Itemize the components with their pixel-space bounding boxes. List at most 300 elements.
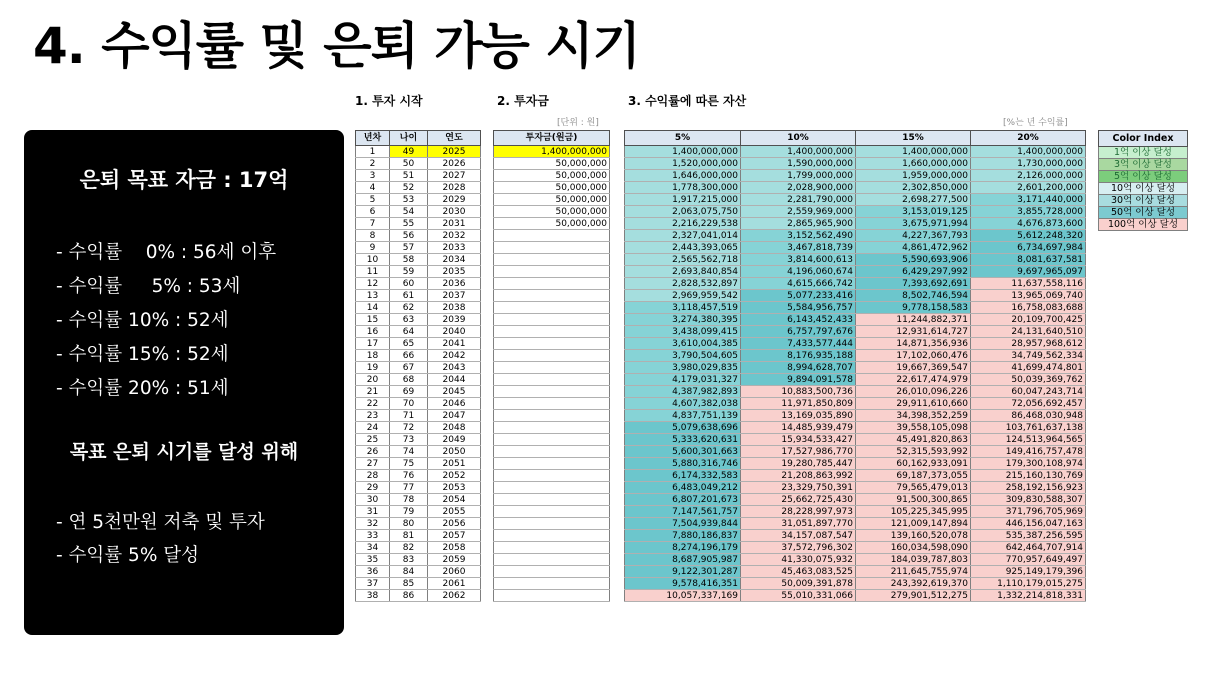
cell-year-index: 3 [356, 170, 390, 182]
cell-asset-value: 10,883,500,736 [741, 386, 856, 398]
cell-age: 62 [390, 302, 428, 314]
table-row [625, 230, 1086, 242]
col-rate-20: 20% [971, 131, 1086, 146]
cell-year-index: 29 [356, 482, 390, 494]
cell-age: 57 [390, 242, 428, 254]
cell-year: 2060 [428, 566, 481, 578]
table-row [356, 362, 481, 374]
section-amount-label: 2. 투자금 [497, 94, 549, 108]
table-row [356, 518, 481, 530]
cell-asset-value: 3,152,562,490 [741, 230, 856, 242]
cell-year: 2045 [428, 386, 481, 398]
cell-age: 86 [390, 590, 428, 602]
cell-asset-value: 2,216,229,538 [625, 218, 741, 230]
cell-asset-value: 50,009,391,878 [741, 578, 856, 590]
table-row [625, 170, 1086, 182]
cell-asset-value: 11,637,558,116 [971, 278, 1086, 290]
cell-principal [494, 314, 610, 326]
table-row [356, 506, 481, 518]
table-row [494, 446, 610, 458]
cell-asset-value: 20,109,700,425 [971, 314, 1086, 326]
cell-age: 69 [390, 386, 428, 398]
cell-year: 2058 [428, 542, 481, 554]
cell-asset-value: 3,980,029,835 [625, 362, 741, 374]
cell-asset-value: 6,143,452,433 [741, 314, 856, 326]
cell-year: 2062 [428, 590, 481, 602]
cell-asset-value: 1,400,000,000 [741, 146, 856, 158]
table-row [625, 398, 1086, 410]
cell-principal [494, 266, 610, 278]
cell-age: 81 [390, 530, 428, 542]
cell-asset-value: 160,034,598,090 [856, 542, 971, 554]
table-row [356, 350, 481, 362]
table-row [625, 482, 1086, 494]
cell-asset-value: 5,600,301,663 [625, 446, 741, 458]
cell-principal [494, 518, 610, 530]
cell-asset-value: 5,612,248,320 [971, 230, 1086, 242]
start-table [355, 130, 481, 602]
table-row [494, 266, 610, 278]
table-row [494, 482, 610, 494]
cell-year-index: 18 [356, 350, 390, 362]
cell-year: 2035 [428, 266, 481, 278]
cell-asset-value: 1,590,000,000 [741, 158, 856, 170]
cell-asset-value: 243,392,619,370 [856, 578, 971, 590]
cell-year-index: 14 [356, 302, 390, 314]
color-index-legend [1098, 130, 1188, 231]
cell-age: 72 [390, 422, 428, 434]
legend-item: 1억 이상 달성 [1099, 147, 1188, 159]
table-row [356, 230, 481, 242]
cell-asset-value: 5,077,233,416 [741, 290, 856, 302]
cell-asset-value: 2,828,532,897 [625, 278, 741, 290]
cell-asset-value: 4,179,031,327 [625, 374, 741, 386]
cell-principal [494, 470, 610, 482]
table-row [625, 326, 1086, 338]
cell-asset-value: 4,615,666,742 [741, 278, 856, 290]
cell-year: 2059 [428, 554, 481, 566]
table-row [356, 422, 481, 434]
cell-age: 76 [390, 470, 428, 482]
table-row [494, 146, 610, 158]
table-row [494, 410, 610, 422]
table-row [625, 530, 1086, 542]
cell-year-index: 6 [356, 206, 390, 218]
cell-year: 2039 [428, 314, 481, 326]
table-row [356, 446, 481, 458]
cell-asset-value: 25,662,725,430 [741, 494, 856, 506]
cell-asset-value: 103,761,637,138 [971, 422, 1086, 434]
table-row [494, 206, 610, 218]
cell-principal [494, 326, 610, 338]
cell-asset-value: 50,039,369,762 [971, 374, 1086, 386]
cell-asset-value: 2,063,075,750 [625, 206, 741, 218]
cell-age: 52 [390, 182, 428, 194]
cell-asset-value: 4,837,751,139 [625, 410, 741, 422]
cell-year-index: 38 [356, 590, 390, 602]
table-row [494, 518, 610, 530]
cell-year-index: 21 [356, 386, 390, 398]
section-start-label: 1. 투자 시작 [355, 94, 423, 108]
table-row [625, 278, 1086, 290]
col-year-index: 년차 [356, 131, 390, 146]
cell-principal [494, 386, 610, 398]
table-row [625, 254, 1086, 266]
cell-asset-value: 1,799,000,000 [741, 170, 856, 182]
cell-asset-value: 1,110,179,015,275 [971, 578, 1086, 590]
table-row [625, 542, 1086, 554]
cell-principal [494, 590, 610, 602]
cell-asset-value: 4,227,367,793 [856, 230, 971, 242]
table-row [356, 158, 481, 170]
cell-asset-value: 7,433,577,444 [741, 338, 856, 350]
cell-year: 2038 [428, 302, 481, 314]
table-row [494, 542, 610, 554]
cell-asset-value: 3,675,971,994 [856, 218, 971, 230]
cell-asset-value: 69,187,373,055 [856, 470, 971, 482]
cell-asset-value: 34,398,352,259 [856, 410, 971, 422]
cell-year-index: 7 [356, 218, 390, 230]
cell-principal [494, 458, 610, 470]
table-row [625, 386, 1086, 398]
cell-asset-value: 11,971,850,809 [741, 398, 856, 410]
cell-asset-value: 9,894,091,578 [741, 374, 856, 386]
cell-age: 59 [390, 266, 428, 278]
assets-table [624, 130, 1086, 602]
cell-asset-value: 124,513,964,565 [971, 434, 1086, 446]
cell-asset-value: 41,330,075,932 [741, 554, 856, 566]
cell-year-index: 30 [356, 494, 390, 506]
table-row [494, 326, 610, 338]
cell-year: 2048 [428, 422, 481, 434]
table-row [356, 182, 481, 194]
cell-asset-value: 6,429,297,992 [856, 266, 971, 278]
table-row [625, 158, 1086, 170]
cell-principal: 50,000,000 [494, 206, 610, 218]
cell-year: 2028 [428, 182, 481, 194]
table-row [494, 494, 610, 506]
legend-item: 5억 이상 달성 [1099, 171, 1188, 183]
cell-age: 83 [390, 554, 428, 566]
cell-principal [494, 566, 610, 578]
cell-asset-value: 6,174,332,583 [625, 470, 741, 482]
table-row [356, 170, 481, 182]
cell-year-index: 20 [356, 374, 390, 386]
cell-asset-value: 9,122,301,287 [625, 566, 741, 578]
cell-age: 66 [390, 350, 428, 362]
cell-asset-value: 309,830,588,307 [971, 494, 1086, 506]
cell-asset-value: 8,994,628,707 [741, 362, 856, 374]
col-rate-10: 10% [741, 131, 856, 146]
cell-asset-value: 2,865,965,900 [741, 218, 856, 230]
cell-asset-value: 9,578,416,351 [625, 578, 741, 590]
cell-asset-value: 91,500,300,865 [856, 494, 971, 506]
cell-year: 2047 [428, 410, 481, 422]
cell-year-index: 12 [356, 278, 390, 290]
cell-principal [494, 278, 610, 290]
cell-principal [494, 374, 610, 386]
cell-asset-value: 7,147,561,757 [625, 506, 741, 518]
table-row [625, 206, 1086, 218]
table-row [356, 194, 481, 206]
cell-asset-value: 2,028,900,000 [741, 182, 856, 194]
cell-year: 2056 [428, 518, 481, 530]
cell-year-index: 1 [356, 146, 390, 158]
table-row [356, 410, 481, 422]
cell-age: 63 [390, 314, 428, 326]
cell-asset-value: 60,047,243,714 [971, 386, 1086, 398]
cell-year-index: 16 [356, 326, 390, 338]
cell-asset-value: 6,483,049,212 [625, 482, 741, 494]
cell-year: 2052 [428, 470, 481, 482]
cell-year-index: 37 [356, 578, 390, 590]
amount-table [493, 130, 610, 602]
cell-year: 2055 [428, 506, 481, 518]
cell-asset-value: 79,565,479,013 [856, 482, 971, 494]
table-row [356, 146, 481, 158]
cell-asset-value: 3,171,440,000 [971, 194, 1086, 206]
table-row [356, 374, 481, 386]
legend-item: 50억 이상 달성 [1099, 207, 1188, 219]
page-title: 4. 수익률 및 은퇴 가능 시기 [33, 17, 640, 75]
rate-line-20: - 수익률 20% : 51세 [56, 378, 229, 399]
table-row [494, 578, 610, 590]
cell-asset-value: 2,559,969,000 [741, 206, 856, 218]
cell-asset-value: 7,880,186,837 [625, 530, 741, 542]
legend-item: 3억 이상 달성 [1099, 159, 1188, 171]
table-row [356, 566, 481, 578]
table-row [494, 170, 610, 182]
cell-asset-value: 28,228,997,973 [741, 506, 856, 518]
cell-asset-value: 1,646,000,000 [625, 170, 741, 182]
unit-note: [단위 : 원] [557, 118, 599, 128]
table-row [494, 470, 610, 482]
cell-year: 2031 [428, 218, 481, 230]
table-row [494, 506, 610, 518]
cell-year-index: 27 [356, 458, 390, 470]
cell-asset-value: 1,959,000,000 [856, 170, 971, 182]
cell-age: 75 [390, 458, 428, 470]
table-row [356, 290, 481, 302]
cell-age: 84 [390, 566, 428, 578]
cell-year: 2057 [428, 530, 481, 542]
table-row [494, 350, 610, 362]
table-row [494, 158, 610, 170]
table-row [494, 458, 610, 470]
cell-asset-value: 535,387,256,595 [971, 530, 1086, 542]
table-row [356, 482, 481, 494]
cell-asset-value: 3,153,019,125 [856, 206, 971, 218]
cell-asset-value: 8,687,905,987 [625, 554, 741, 566]
cell-age: 58 [390, 254, 428, 266]
table-row [625, 506, 1086, 518]
cell-asset-value: 13,169,035,890 [741, 410, 856, 422]
table-row [625, 566, 1086, 578]
table-row [625, 194, 1086, 206]
table-row [494, 554, 610, 566]
cell-year: 2027 [428, 170, 481, 182]
cell-asset-value: 9,778,158,583 [856, 302, 971, 314]
cell-principal [494, 482, 610, 494]
cell-year: 2036 [428, 278, 481, 290]
cell-year-index: 5 [356, 194, 390, 206]
cell-asset-value: 8,081,637,581 [971, 254, 1086, 266]
cell-principal [494, 338, 610, 350]
table-row [625, 578, 1086, 590]
table-row [356, 338, 481, 350]
table-row [356, 302, 481, 314]
cell-asset-value: 41,699,474,801 [971, 362, 1086, 374]
cell-asset-value: 39,558,105,098 [856, 422, 971, 434]
cell-asset-value: 371,796,705,969 [971, 506, 1086, 518]
cell-age: 49 [390, 146, 428, 158]
table-row [625, 266, 1086, 278]
cell-asset-value: 642,464,707,914 [971, 542, 1086, 554]
cell-asset-value: 215,160,130,769 [971, 470, 1086, 482]
rate-line-10: - 수익률 10% : 52세 [56, 310, 229, 331]
table-row [625, 242, 1086, 254]
cell-asset-value: 37,572,796,302 [741, 542, 856, 554]
table-row [494, 314, 610, 326]
cell-year: 2051 [428, 458, 481, 470]
cell-principal [494, 530, 610, 542]
cell-asset-value: 22,617,474,979 [856, 374, 971, 386]
table-row [625, 290, 1086, 302]
rate-note: [%는 년 수익률] [1003, 118, 1068, 128]
cell-asset-value: 105,225,345,995 [856, 506, 971, 518]
cell-year-index: 17 [356, 338, 390, 350]
table-row [356, 278, 481, 290]
table-row [356, 554, 481, 566]
legend-item: 10억 이상 달성 [1099, 183, 1188, 195]
table-row [625, 590, 1086, 602]
table-row [494, 242, 610, 254]
cell-asset-value: 2,302,850,000 [856, 182, 971, 194]
cell-asset-value: 4,196,060,674 [741, 266, 856, 278]
cell-asset-value: 2,443,393,065 [625, 242, 741, 254]
cell-asset-value: 2,126,000,000 [971, 170, 1086, 182]
cell-year: 2041 [428, 338, 481, 350]
cell-asset-value: 5,333,620,631 [625, 434, 741, 446]
cell-year: 2054 [428, 494, 481, 506]
cell-asset-value: 179,300,108,974 [971, 458, 1086, 470]
cell-asset-value: 7,504,939,844 [625, 518, 741, 530]
cell-year-index: 22 [356, 398, 390, 410]
cell-age: 61 [390, 290, 428, 302]
cell-year: 2037 [428, 290, 481, 302]
cell-year: 2046 [428, 398, 481, 410]
table-row [356, 266, 481, 278]
cell-year: 2050 [428, 446, 481, 458]
cell-asset-value: 15,934,533,427 [741, 434, 856, 446]
cell-asset-value: 34,749,562,334 [971, 350, 1086, 362]
cell-principal [494, 290, 610, 302]
cell-asset-value: 121,009,147,894 [856, 518, 971, 530]
table-row [494, 398, 610, 410]
cell-asset-value: 2,969,959,542 [625, 290, 741, 302]
retirement-goal: 은퇴 목표 자금 : 17억 [79, 168, 289, 192]
legend-title: Color Index [1099, 131, 1188, 147]
table-row [625, 554, 1086, 566]
cell-year: 2044 [428, 374, 481, 386]
cell-year-index: 13 [356, 290, 390, 302]
cell-year: 2030 [428, 206, 481, 218]
cell-principal: 50,000,000 [494, 182, 610, 194]
cell-asset-value: 2,281,790,000 [741, 194, 856, 206]
cell-asset-value: 72,056,692,457 [971, 398, 1086, 410]
cell-asset-value: 770,957,649,497 [971, 554, 1086, 566]
table-row [494, 194, 610, 206]
table-row [625, 422, 1086, 434]
cell-asset-value: 19,667,369,547 [856, 362, 971, 374]
table-row [494, 530, 610, 542]
table-row [356, 590, 481, 602]
table-row [494, 374, 610, 386]
cell-year-index: 9 [356, 242, 390, 254]
cell-asset-value: 3,467,818,739 [741, 242, 856, 254]
cell-age: 77 [390, 482, 428, 494]
cell-principal: 50,000,000 [494, 194, 610, 206]
cell-age: 82 [390, 542, 428, 554]
cell-asset-value: 2,693,840,854 [625, 266, 741, 278]
table-row [625, 218, 1086, 230]
cell-asset-value: 1,400,000,000 [971, 146, 1086, 158]
cell-asset-value: 5,880,316,746 [625, 458, 741, 470]
cell-asset-value: 45,491,820,863 [856, 434, 971, 446]
legend-item: 30억 이상 달성 [1099, 195, 1188, 207]
cell-asset-value: 184,039,787,803 [856, 554, 971, 566]
cell-asset-value: 4,676,873,600 [971, 218, 1086, 230]
cell-asset-value: 19,280,785,447 [741, 458, 856, 470]
cell-principal [494, 350, 610, 362]
cell-year-index: 4 [356, 182, 390, 194]
cell-principal [494, 446, 610, 458]
cell-asset-value: 211,645,755,974 [856, 566, 971, 578]
table-row [625, 314, 1086, 326]
cell-principal [494, 494, 610, 506]
cell-age: 80 [390, 518, 428, 530]
table-row [356, 458, 481, 470]
table-row [625, 302, 1086, 314]
cell-age: 64 [390, 326, 428, 338]
cell-age: 74 [390, 446, 428, 458]
cell-asset-value: 1,400,000,000 [856, 146, 971, 158]
cell-asset-value: 3,855,728,000 [971, 206, 1086, 218]
cell-year-index: 32 [356, 518, 390, 530]
cell-year: 2049 [428, 434, 481, 446]
table-row [625, 470, 1086, 482]
table-row [494, 434, 610, 446]
cell-asset-value: 21,208,863,992 [741, 470, 856, 482]
cell-principal [494, 554, 610, 566]
cell-year: 2042 [428, 350, 481, 362]
cell-year-index: 33 [356, 530, 390, 542]
cell-asset-value: 8,176,935,188 [741, 350, 856, 362]
cell-year: 2026 [428, 158, 481, 170]
table-row [494, 566, 610, 578]
cell-year-index: 35 [356, 554, 390, 566]
cell-age: 54 [390, 206, 428, 218]
cell-age: 65 [390, 338, 428, 350]
cell-asset-value: 17,527,986,770 [741, 446, 856, 458]
cell-principal: 50,000,000 [494, 170, 610, 182]
cell-asset-value: 3,438,099,415 [625, 326, 741, 338]
cell-principal [494, 506, 610, 518]
table-row [625, 410, 1086, 422]
table-row [494, 362, 610, 374]
cell-year: 2025 [428, 146, 481, 158]
col-rate-5: 5% [625, 131, 741, 146]
